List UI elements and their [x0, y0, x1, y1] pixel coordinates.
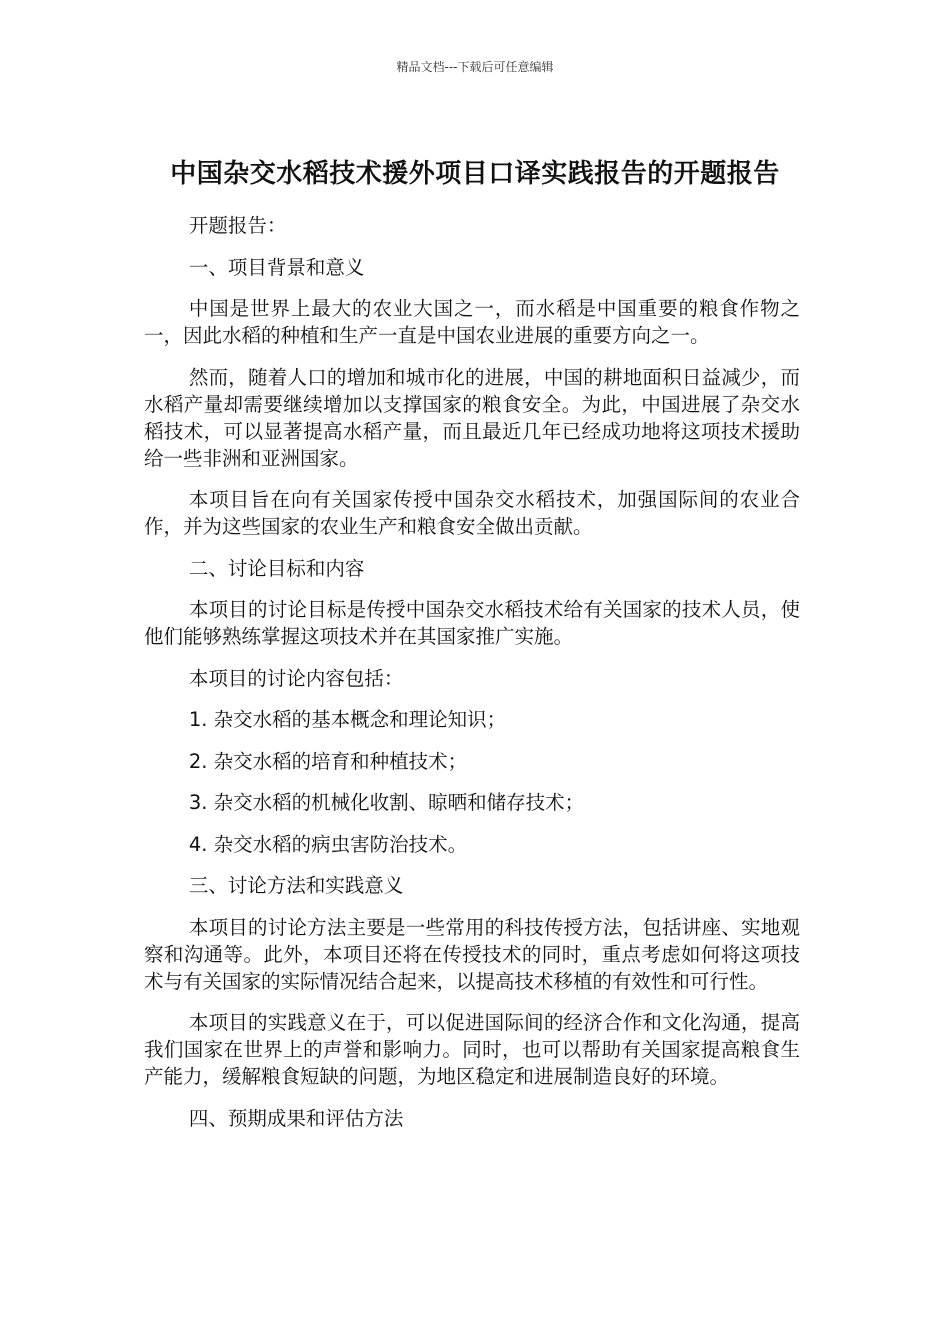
- report-label: 开题报告：: [188, 214, 287, 237]
- document-title: 中国杂交水稻技术援外项目口译实践报告的开题报告: [170, 159, 780, 190]
- body-paragraph: 本项目旨在向有关国家传授中国杂交水稻技术，加强国际间的农业合作，并为这些国家的农业生产和粮食安全做出贡献。: [144, 488, 800, 538]
- body-paragraph: 本项目的讨论内容包括：: [188, 666, 404, 690]
- section-heading-objectives: 二、讨论目标和内容: [188, 556, 365, 580]
- section-heading-background: 一、项目背景和意义: [188, 255, 365, 279]
- body-paragraph: 本项目的实践意义在于，可以促进国际间的经济合作和文化沟通，提高我们国家在世界上的声誉和影响力。同时，也可以帮助有关国家提高粮食生产能力，缓解粮食短缺的问题，为地区稳定和进展制造良好的环境。: [144, 1011, 800, 1088]
- body-paragraph: 然而，随着人口的增加和城市化的进展，中国的耕地面积日益减少，而水稻产量却需要继续增加以支撑国家的粮食安全。为此，中国进展了杂交水稻技术，可以显著提高水稻产量，而且最近几年已经成功地将这项技术援助给一些非洲和亚洲国家。: [144, 365, 800, 470]
- document-body: [144, 212, 800, 1146]
- list-item: 4. 杂交水稻的病虫害防治技术。: [188, 832, 468, 856]
- list-item: 3. 杂交水稻的机械化收割、晾晒和储存技术；: [188, 791, 585, 814]
- page-header-note: 精品文档---下载后可任意编辑: [396, 60, 554, 74]
- section-heading-outcomes: 四、预期成果和评估方法: [188, 1106, 404, 1130]
- list-item: 1. 杂交水稻的基本概念和理论知识；: [188, 708, 507, 731]
- list-item: 2. 杂交水稻的培育和种植技术；: [188, 749, 468, 773]
- body-paragraph: 中国是世界上最大的农业大国之一，而水稻是中国重要的粮食作物之一，因此水稻的种植和生产一直是中国农业进展的重要方向之一。: [144, 297, 800, 347]
- section-heading-methods: 三、讨论方法和实践意义: [188, 874, 404, 897]
- body-paragraph: 本项目的讨论目标是传授中国杂交水稻技术给有关国家的技术人员，使他们能够熟练掌握这项技术并在其国家推广实施。: [144, 598, 800, 648]
- body-paragraph: 本项目的讨论方法主要是一些常用的科技传授方法，包括讲座、实地观察和沟通等。此外，本项目还将在传授技术的同时，重点考虑如何将这项技术与有关国家的实际情况结合起来，以提高技术移植的有效性和可行性。: [144, 915, 800, 993]
